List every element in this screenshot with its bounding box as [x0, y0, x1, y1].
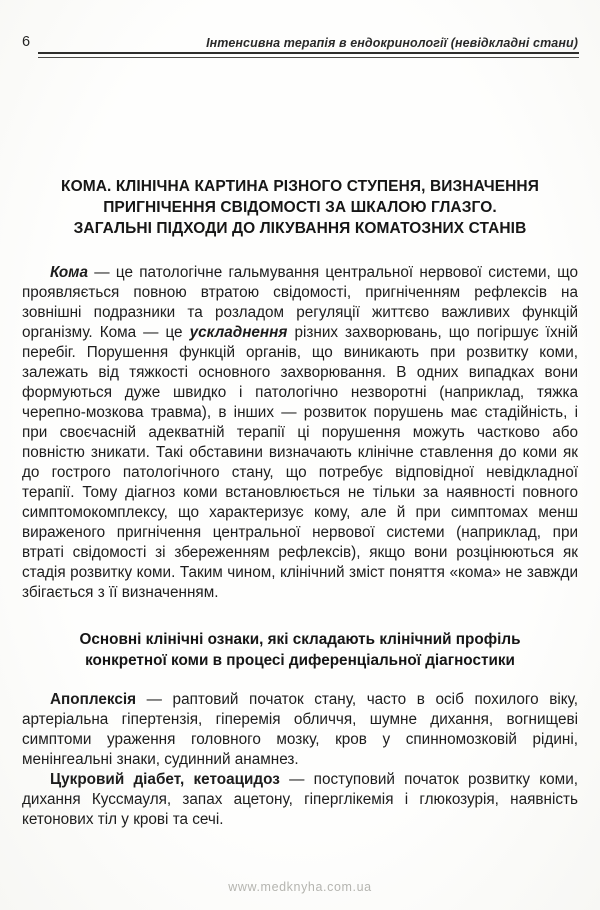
running-header — [22, 33, 578, 53]
footer-url: www.medknyha.com.ua — [228, 880, 372, 894]
intro-text: — це патологічне гальмування центральної нервової системи, що проявляється повною втратою свідомості, пригніченням рефлексів на зовнішні подразники та розладом регуляції життєво важливих функцій організму. Кома — це — [22, 264, 578, 341]
term-uskladnennya: ускладнення — [189, 324, 288, 341]
body-column — [22, 263, 578, 830]
section-subheading — [22, 629, 578, 671]
running-title: Інтенсивна терапія в ендокринології (невідкладні стани) — [206, 36, 578, 50]
term-diabetes-ketoacidosis: Цукровий діабет, кетоацидоз — [50, 771, 280, 788]
subheading-line: конкретної коми в процесі диференціальної діагностики — [85, 652, 515, 669]
apoplexy-paragraph — [22, 690, 578, 770]
term-koma: Кома — [50, 264, 88, 281]
apoplexy-text: — раптовий початок стану, часто в осіб похилого віку, артеріальна гіпертензія, гіперемія обличчя, шумне дихання, вогнищеві симптоми ураження головного мозку, кров у спинномозковій рідині, менінгеальні знаки, судинний анамнез. — [22, 691, 578, 768]
intro-paragraph — [22, 263, 578, 603]
diabetes-text: — поступовий початок розвитку коми, дихання Куссмауля, запах ацетону, гіперглікемія і глюкозурія, наявність кетонових тіл у крові та сечі. — [22, 771, 578, 828]
page-number: 6 — [22, 34, 31, 50]
chapter-title-line: ПРИГНІЧЕННЯ СВІДОМОСТІ ЗА ШКАЛОЮ ГЛАЗГО. — [103, 199, 497, 216]
term-apoplexia: Апоплексія — [50, 691, 137, 708]
chapter-title — [22, 176, 578, 239]
intro-text: різних захворювань, що погіршує їхній перебіг. Порушення функцій органів, що виникають при розвитку коми, залежать від тяжкості основного захворювання. В одних випадках вони формуються дуже швидко і патологічно незворотні (наприклад, тяжка черепно-мозкова травма), в інших — розвиток порушень має стадійність, і при своєчасній адекватній терапії ці порушення можуть частково або повністю зникати. Такі обставини визначають клінічне ставлення до коми як до гострого патологічного стану, що потребує відповідної невідкладної терапії. Тому діагноз коми встановлюється не тільки за наявності повного симптомокомплексу, що характеризує кому, але й при симптомах менш вираженого пригнічення центральної нервової системи (наприклад, при втраті свідомості зі збереженням рефлексів), якщо вони розцінюються як стадія розвитку коми. Таким чином, клінічний зміст поняття «кома» не завжди збігається з її визначенням. — [22, 324, 578, 601]
chapter-title-line: КОМА. КЛІНІЧНА КАРТИНА РІЗНОГО СТУПЕНЯ, ВИЗНАЧЕННЯ — [61, 178, 539, 195]
chapter-title-line: ЗАГАЛЬНІ ПІДХОДИ ДО ЛІКУВАННЯ КОМАТОЗНИХ СТАНІВ — [73, 220, 527, 237]
header-rule — [38, 52, 579, 58]
subheading-line: Основні клінічні ознаки, які складають клінічний профіль — [79, 631, 521, 648]
diabetes-paragraph — [22, 770, 578, 830]
